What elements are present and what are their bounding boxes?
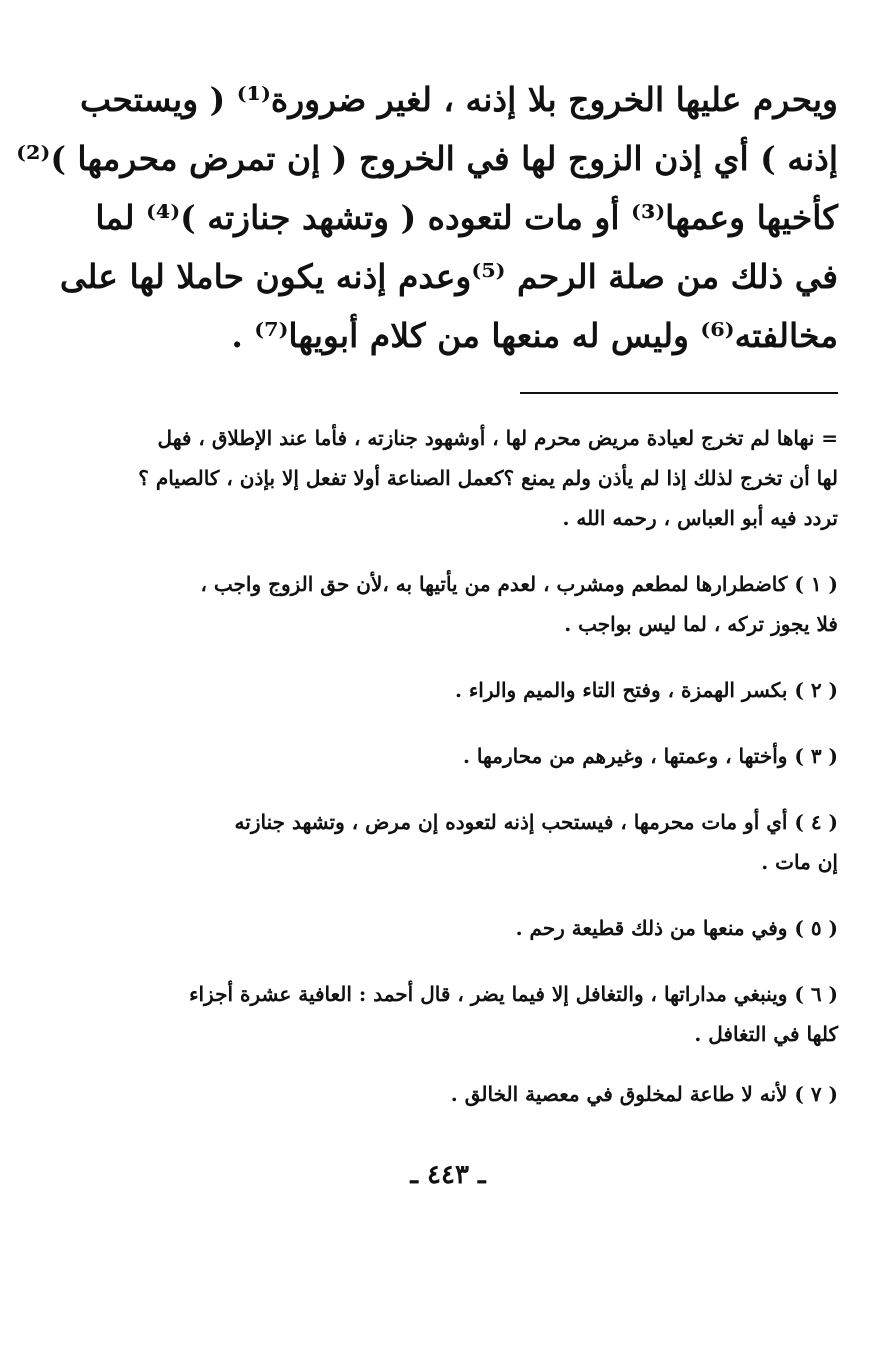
footnote-4	[104, 802, 838, 882]
main-text-line: في ذلك من صلة الرحم ⁽⁵⁾وعدم إذنه يكون حاملا لها على	[59, 257, 838, 296]
footnote-line: ( ٦ ) وينبغي مداراتها ، والتغافل إلا فيما يضر ، قال أحمد : العافية عشرة أجزاء	[189, 982, 838, 1006]
page-number: ـ ٤٤٣ ـ	[410, 1160, 486, 1190]
footnote-line: ( ١ ) كاضطرارها لمطعم ومشرب ، لعدم من يأتيها به ،لأن حق الزوج واجب ،	[200, 572, 838, 596]
footnote-line: تردد فيه أبو العباس ، رحمه الله .	[562, 506, 838, 530]
footnote-line: ( ٤ ) أي أو مات محرمها ، فيستحب إذنه لتعوده إن مرض ، وتشهد جنازته	[234, 810, 838, 834]
footnote-2	[104, 670, 838, 710]
footnote-line: ( ٥ ) وفي منعها من ذلك قطيعة رحم .	[515, 916, 838, 940]
footnote-separator	[520, 392, 838, 394]
footnotes	[104, 418, 838, 1114]
footnote-line: ( ٣ ) وأختها ، وعمتها ، وغيرهم من محارمها .	[463, 744, 838, 768]
footnote-5	[104, 908, 838, 948]
footnote-1	[104, 564, 838, 644]
footnote-line: لها أن تخرج لذلك إذا لم يأذن ولم يمنع ؟كعمل الصناعة أولا تفعل إلا بإذن ، كالصيام ؟	[138, 466, 838, 490]
footnote-continuation	[104, 418, 838, 538]
footnote-line: ( ٧ ) لأنه لا طاعة لمخلوق في معصية الخالق .	[450, 1082, 838, 1106]
footnote-line: إن مات .	[761, 850, 838, 874]
main-text-line: ويحرم عليها الخروج بلا إذنه ، لغير ضرورة⁽¹⁾ ( ويستحب	[79, 80, 838, 119]
footnote-line: كلها في التغافل .	[694, 1022, 838, 1046]
footnote-3	[104, 736, 838, 776]
main-text-line: إذنه ) أي إذن الزوج لها في الخروج ( إن تمرض محرمها )⁽²⁾	[16, 139, 838, 178]
footnote-6	[104, 974, 838, 1054]
footnote-7	[104, 1074, 838, 1114]
footnote-line: ( ٢ ) بكسر الهمزة ، وفتح التاء والميم والراء .	[454, 678, 838, 702]
main-text	[16, 70, 838, 365]
footnote-line: فلا يجوز تركه ، لما ليس بواجب .	[564, 612, 838, 636]
main-text-line: كأخيها وعمها⁽³⁾ أو مات لتعوده ( وتشهد جنازته )⁽⁴⁾ لما	[95, 198, 838, 237]
footnote-line: = نهاها لم تخرج لعيادة مريض محرم لها ، أوشهود جنازته ، فأما عند الإطلاق ، فهل	[157, 426, 838, 450]
main-text-line: مخالفته⁽⁶⁾ وليس له منعها من كلام أبويها⁽⁷⁾ .	[231, 316, 838, 355]
